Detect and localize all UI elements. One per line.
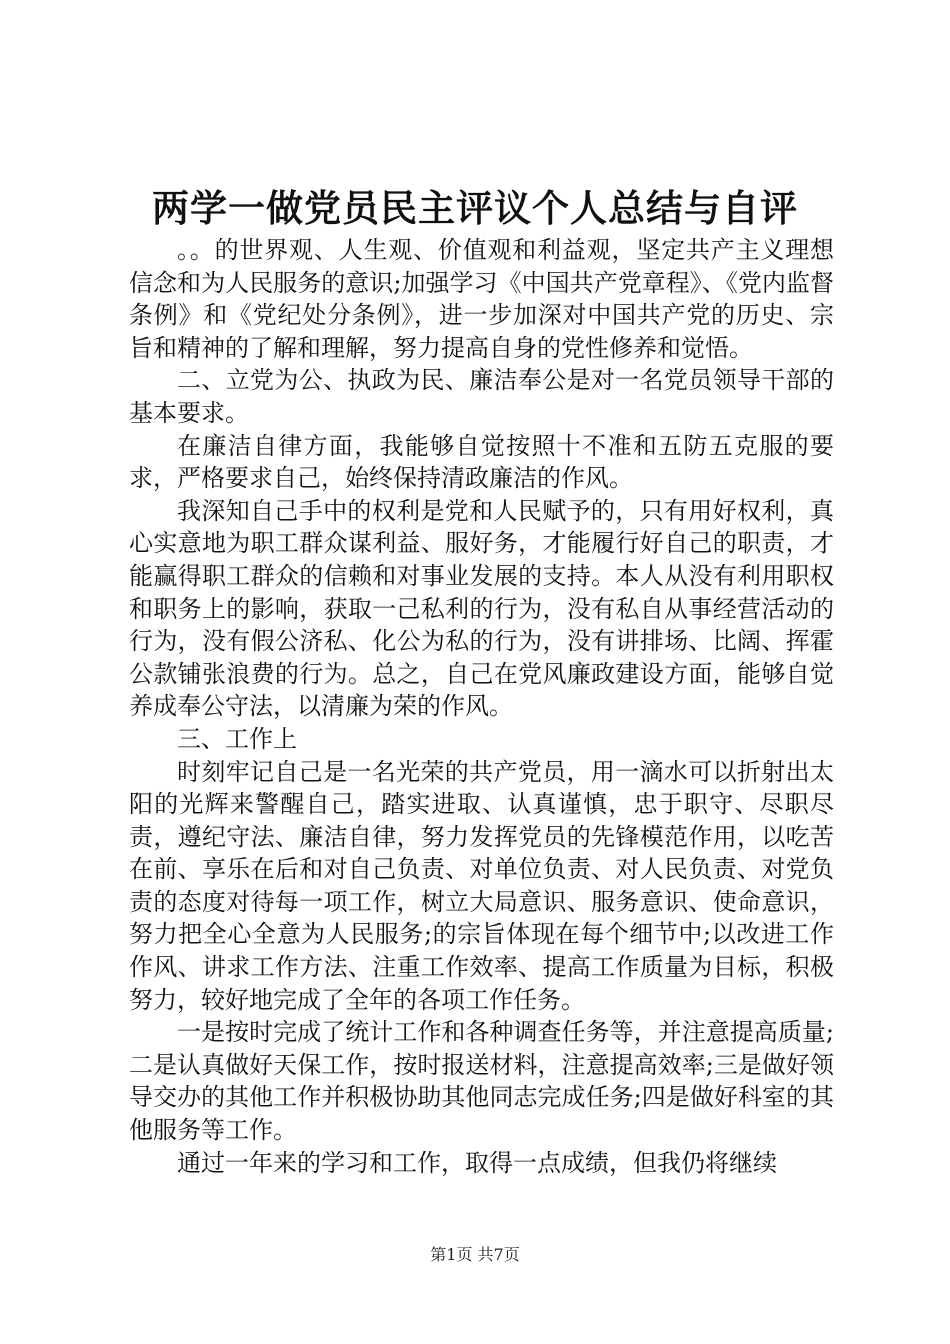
paragraph: 我深知自己手中的权利是党和人民赋予的，只有用好权利，真心实意地为职工群众谋利益、服好务，才能履行好自己的职责，才能赢得职工群众的信赖和对事业发展的支持。本人从没有利用职权和职务上的影响，获取一己私利的行为，没有私自从事经营活动的行为，没有假公济私、化公为私的行为，没有讲排场、比阔、挥霍公款铺张浪费的行为。总之，自己在党风廉政建设方面，能够自觉养成奉公守法，以清廉为荣的作风。 — [129, 496, 834, 721]
document-title: 两学一做党员民主评议个人总结与自评 — [152, 186, 798, 230]
document-body — [129, 234, 834, 1179]
paragraph: 在廉洁自律方面，我能够自觉按照十不准和五防五克服的要求，严格要求自己，始终保持清政廉洁的作风。 — [129, 431, 834, 493]
paragraph: 一是按时完成了统计工作和各种调查任务等，并注意提高质量;二是认真做好天保工作，按时报送材料，注意提高效率;三是做好领导交办的其他工作并积极协助其他同志完成任务;四是做好科室的其他服务等工作。 — [129, 1018, 834, 1145]
paragraph: 通过一年来的学习和工作，取得一点成绩，但我仍将继续 — [177, 1148, 777, 1177]
paragraph: 。。的世界观、人生观、价值观和利益观，坚定共产主义理想信念和为人民服务的意识;加强学习《中国共产党章程》、《党内监督条例》和《党纪处分条例》，进一步加深对中国共产党的历史、宗旨和精神的了解和理解，努力提高自身的党性修养和觉悟。 — [129, 236, 834, 362]
page-number-footer: 第1页 共7页 — [430, 1245, 520, 1264]
section-heading: 三、工作上 — [177, 724, 297, 753]
paragraph: 时刻牢记自己是一名光荣的共产党员，用一滴水可以折射出太阳的光辉来警醒自己，踏实进取、认真谨慎，忠于职守、尽职尽责，遵纪守法、廉洁自律，努力发挥党员的先锋模范作用，以吃苦在前、享乐在后和对自己负责、对单位负责、对人民负责、对党负责的态度对待每一项工作，树立大局意识、服务意识、使命意识，努力把全心全意为人民服务;的宗旨体现在每个细节中;以改进工作作风、讲求工作方法、注重工作效率、提高工作质量为目标，积极努力，较好地完成了全年的各项工作任务。 — [129, 757, 834, 1014]
paragraph: 二、立党为公、执政为民、廉洁奉公是对一名党员领导干部的基本要求。 — [129, 366, 834, 427]
